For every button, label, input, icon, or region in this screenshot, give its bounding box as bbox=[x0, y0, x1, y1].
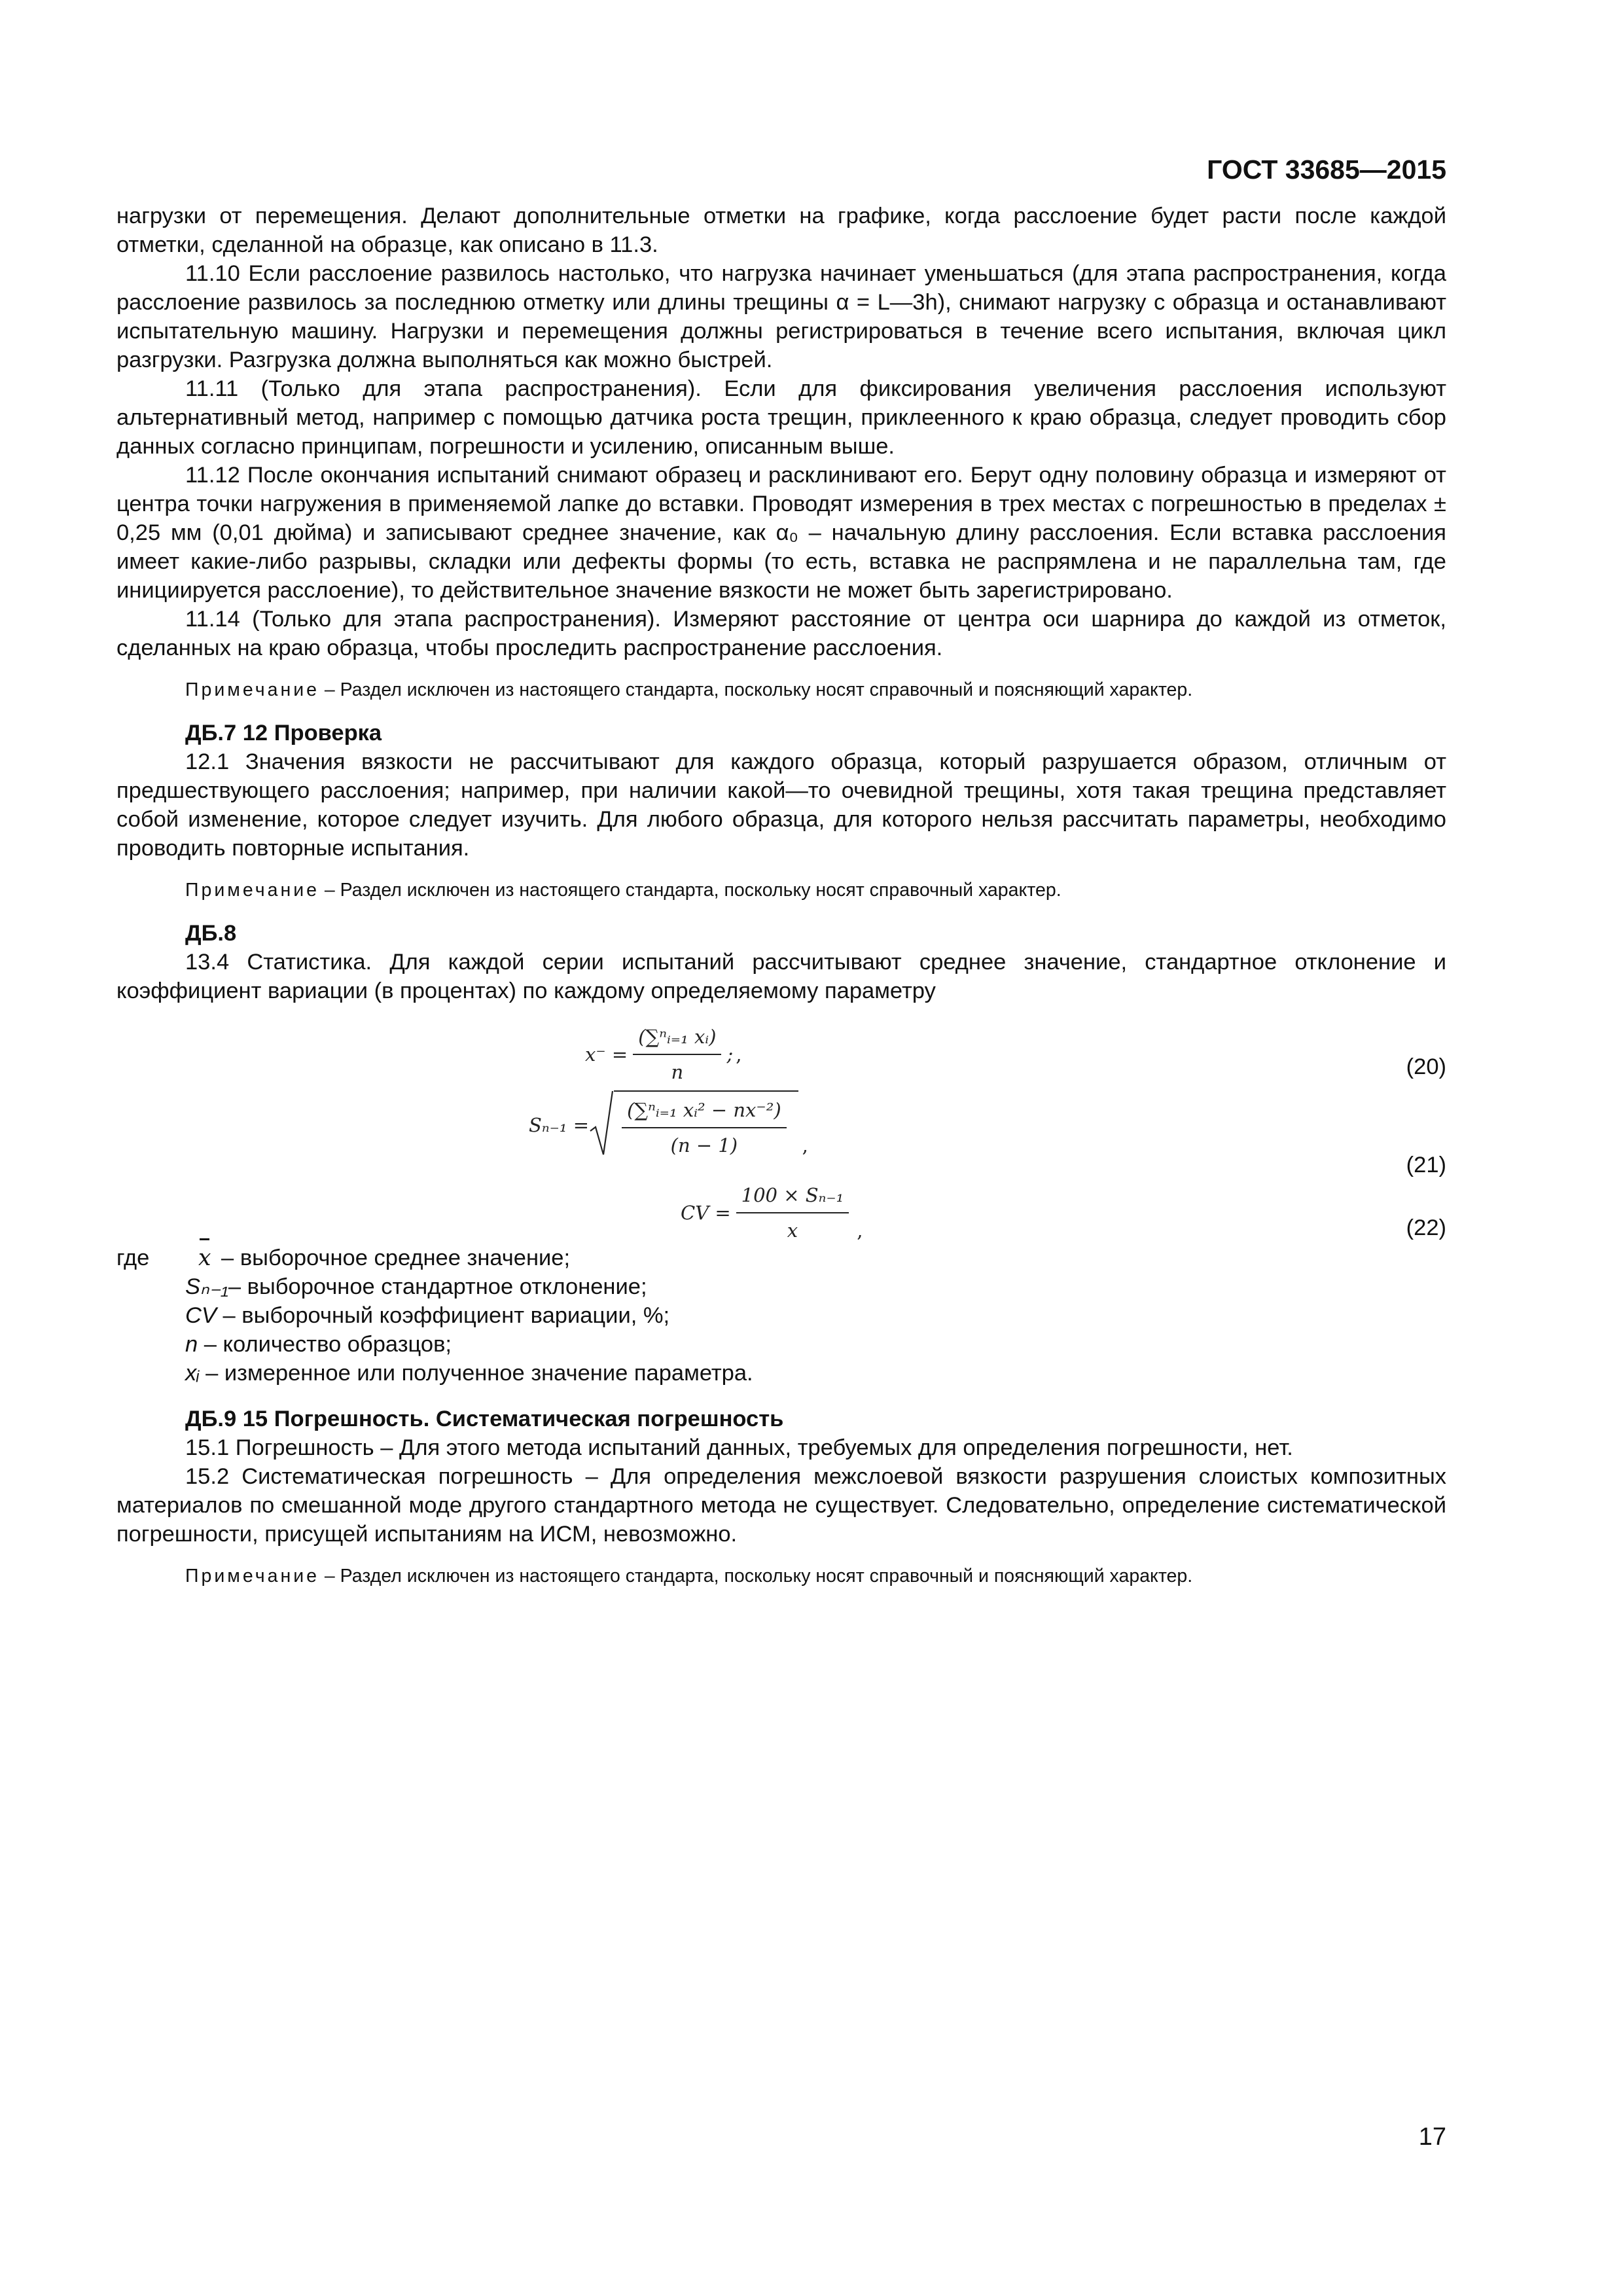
legend-item bbox=[116, 1359, 1446, 1388]
legend-lead: где bbox=[116, 1246, 150, 1270]
formula-body bbox=[585, 1022, 741, 1086]
section-heading: ДБ.7 12 Проверка bbox=[185, 721, 382, 745]
formula-tail: ; bbox=[726, 1043, 734, 1066]
paragraph-13-4: 13.4 Статистика. Для каждой серии испытаний рассчитывают среднее значение, стандартное отклонение и коэффициент вариации (в процентах) по каждому определяемому параметру bbox=[116, 950, 1446, 1003]
legend-symbol: x bbox=[198, 1245, 211, 1271]
note bbox=[116, 877, 1446, 903]
legend-item bbox=[116, 1244, 1446, 1272]
formula-body bbox=[681, 1181, 863, 1245]
formula-comma: , bbox=[736, 1043, 742, 1066]
formula-comma: , bbox=[802, 1134, 808, 1157]
legend-description: – выборочное стандартное отклонение; bbox=[228, 1274, 647, 1299]
formula-lhs: Sₙ₋₁ = bbox=[529, 1114, 590, 1136]
page-number: 17 bbox=[1418, 2123, 1446, 2151]
paragraph-12-1: 12.1 Значения вязкости не рассчитывают для каждого образца, который разрушается образом, отличным от предшествующего расслоения; например, при наличии какой—то очевидной трещины, хотя такая трещина представляет собой изменение, которое следует изучить. Для любого образца, для которого нельзя рассчитать параметры, необходимо проводить повторные испытания. bbox=[116, 749, 1446, 861]
document-header: ГОСТ 33685—2015 bbox=[1207, 154, 1446, 185]
note-label: Примечание bbox=[185, 880, 319, 901]
legend-symbol: CV bbox=[185, 1303, 217, 1328]
root-content bbox=[614, 1090, 798, 1160]
formula-fraction bbox=[622, 1096, 787, 1160]
formula-lhs: x⁻ = bbox=[585, 1043, 628, 1066]
document-body bbox=[116, 202, 1446, 1605]
note-text: – Раздел исключен из настоящего стандарта, поскольку носят справочный и поясняющий характер. bbox=[319, 1566, 1193, 1587]
formula-fraction bbox=[736, 1181, 849, 1245]
paragraph-15-1: 15.1 Погрешность – Для этого метода испытаний данных, требуемых для определения погрешности, нет. bbox=[185, 1435, 1293, 1460]
formula-body bbox=[529, 1090, 808, 1160]
legend-item bbox=[116, 1272, 1446, 1301]
formula-numerator: (∑ⁿᵢ₌₁ xᵢ² − nx⁻²) bbox=[622, 1096, 787, 1128]
radical-sign-icon bbox=[589, 1090, 614, 1156]
note-text: – Раздел исключен из настоящего стандарта, поскольку носят справочный и поясняющий характер. bbox=[319, 679, 1193, 700]
legend-description: – количество образцов; bbox=[198, 1332, 452, 1357]
note bbox=[116, 677, 1446, 703]
formula-20 bbox=[116, 1022, 1446, 1083]
note-label: Примечание bbox=[185, 1566, 319, 1587]
formula-numerator: 100 × Sₙ₋₁ bbox=[736, 1181, 849, 1213]
paragraph: нагрузки от перемещения. Делают дополнительные отметки на графике, когда расслоение будет расти после каждой отметки, сделанной на образце, как описано в 11.3. bbox=[116, 204, 1446, 257]
formula-fraction bbox=[633, 1022, 721, 1086]
formula-numerator: (∑ⁿᵢ₌₁ xᵢ) bbox=[633, 1022, 721, 1055]
formula-denominator: n bbox=[671, 1061, 684, 1083]
section-heading: ДБ.9 15 Погрешность. Систематическая погрешность bbox=[185, 1407, 784, 1431]
legend-item bbox=[116, 1301, 1446, 1330]
formula-number: (22) bbox=[1406, 1215, 1446, 1240]
formula-comma: , bbox=[857, 1219, 863, 1242]
formula-21 bbox=[116, 1083, 1446, 1181]
paragraph-11-12: 11.12 После окончания испытаний снимают образец и расклинивают его. Берут одну половину образца и измеряют от центра точки нагружения в применяемой лапке до вставки. Проводят измерения в трех местах с погрешностью в пределах ± 0,25 мм (0,01 дюйма) и записывают среднее значение, как α₀ – начальную длину расслоения. Если вставка расслоения имеет какие-либо разрывы, складки или дефекты формы (то есть, вставка не распрямлена и не параллельна там, где инициируется расслоение), то действительное значение вязкости не может быть зарегистрировано. bbox=[116, 463, 1446, 603]
paragraph-15-2: 15.2 Систематическая погрешность – Для определения межслоевой вязкости разрушения слоистых композитных материалов по смешанной моде другого стандартного метода не существует. Следовательно, определение систематической погрешности, присущей испытаниям на ИСМ, невозможно. bbox=[116, 1464, 1446, 1547]
legend-symbol: n bbox=[185, 1332, 198, 1357]
paragraph-11-14: 11.14 (Только для этапа распространения). Измеряют расстояние от центра оси шарнира до каждой из отметок, сделанных на краю образца, чтобы проследить распространение расслоения. bbox=[116, 607, 1446, 660]
paragraph-11-10: 11.10 Если расслоение развилось настолько, что нагрузка начинает уменьшаться (для этапа распространения, когда расслоение развилось за последнюю отметку или длины трещины α = L—3h), снимают нагрузку с образца и останавливают испытательную машину. Нагрузки и перемещения должны регистрироваться в течение всего испытания, включая цикл разгрузки. Разгрузка должна выполняться как можно быстрей. bbox=[116, 261, 1446, 372]
symbol-legend bbox=[116, 1244, 1446, 1388]
legend-item bbox=[116, 1330, 1446, 1359]
note bbox=[116, 1563, 1446, 1589]
legend-description: – измеренное или полученное значение параметра. bbox=[199, 1361, 753, 1386]
note-text: – Раздел исключен из настоящего стандарта, поскольку носят справочный характер. bbox=[319, 880, 1061, 901]
legend-description: – выборочный коэффициент вариации, %; bbox=[216, 1303, 670, 1328]
section-heading: ДБ.8 bbox=[185, 921, 237, 946]
formula-22 bbox=[116, 1181, 1446, 1244]
note-label: Примечание bbox=[185, 679, 319, 700]
formula-number: (20) bbox=[1406, 1054, 1446, 1079]
formula-denominator: x bbox=[787, 1219, 798, 1242]
square-root bbox=[589, 1090, 798, 1160]
legend-symbol: Sₙ₋₁ bbox=[185, 1274, 228, 1299]
formula-number: (21) bbox=[1406, 1153, 1446, 1177]
formula-lhs: CV = bbox=[681, 1202, 731, 1224]
legend-symbol: xᵢ bbox=[185, 1361, 200, 1386]
paragraph-11-11: 11.11 (Только для этапа распространения). Если для фиксирования увеличения расслоения используют альтернативный метод, например с помощью датчика роста трещин, приклеенного к краю образца, следует проводить сбор данных согласно принципам, погрешности и усилению, описанным выше. bbox=[116, 376, 1446, 459]
formula-denominator: (n − 1) bbox=[670, 1134, 738, 1157]
legend-description: – выборочное среднее значение; bbox=[215, 1246, 571, 1270]
